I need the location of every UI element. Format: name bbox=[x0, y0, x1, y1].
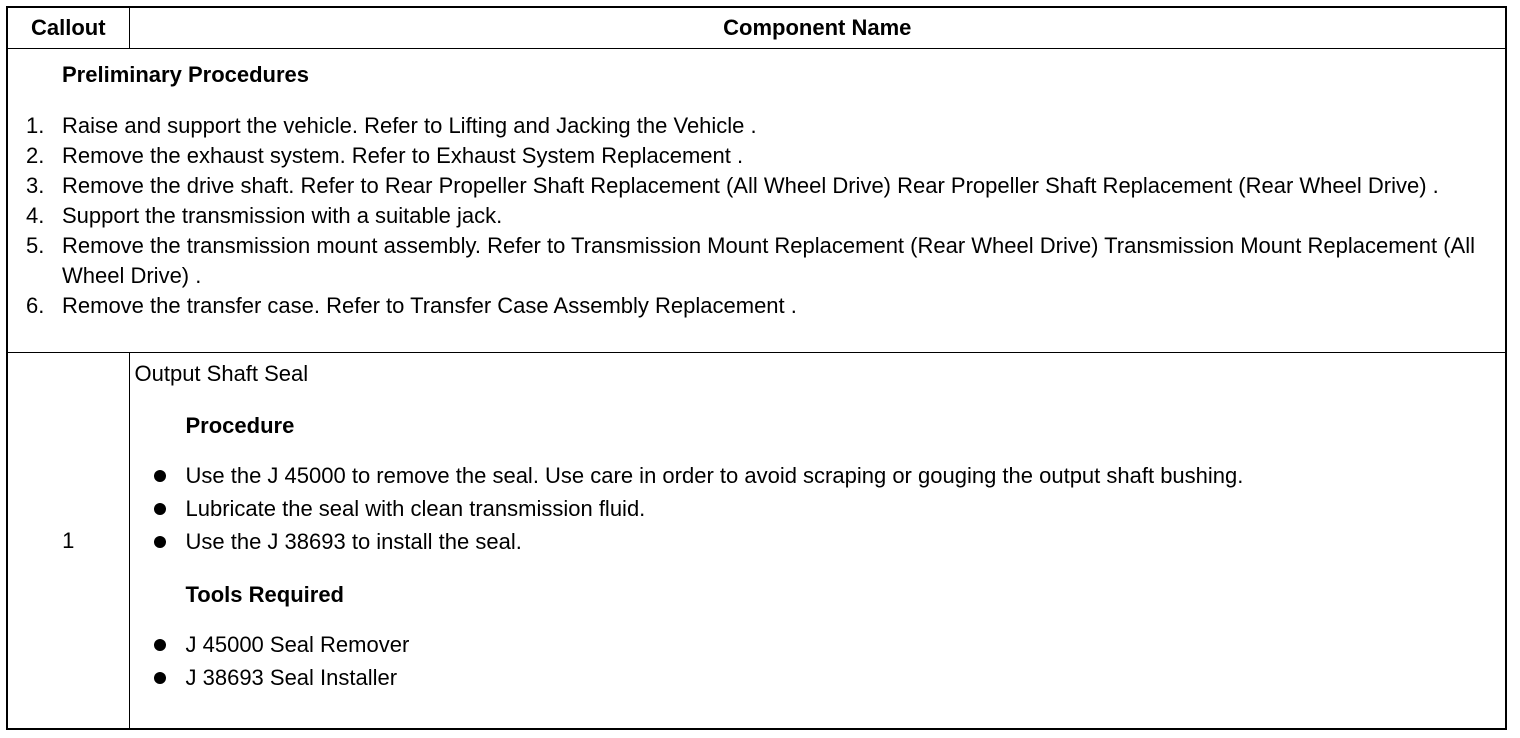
bullet-icon bbox=[130, 628, 186, 661]
step-text: Remove the exhaust system. Refer to Exhaust System Replacement . bbox=[62, 143, 744, 168]
list-item-text: Use the J 45000 to remove the seal. Use care in order to avoid scraping or gouging the output shaft bushing. bbox=[185, 463, 1244, 489]
list-item bbox=[130, 492, 1506, 525]
preliminary-procedures-title: Preliminary Procedures bbox=[62, 62, 310, 87]
step-item bbox=[8, 141, 1505, 171]
table-row bbox=[7, 353, 1506, 729]
step-text: Raise and support the vehicle. Refer to Lifting and Jacking the Vehicle . bbox=[62, 113, 757, 138]
bullet-icon bbox=[130, 492, 186, 525]
step-number: 5. bbox=[26, 233, 45, 258]
list-item bbox=[130, 459, 1506, 492]
step-item bbox=[8, 201, 1505, 231]
step-text: Remove the transmission mount assembly. Refer to Transmission Mount Replacement (Rear Wheel Drive) Transmission Mount Replacement (All Wheel Drive) . bbox=[62, 233, 1476, 288]
step-item bbox=[8, 111, 1505, 141]
tools-list bbox=[130, 628, 1506, 694]
list-item-text: Use the J 38693 to install the seal. bbox=[185, 529, 522, 555]
preliminary-steps-list bbox=[8, 111, 1505, 321]
component-name: Output Shaft Seal bbox=[134, 361, 309, 387]
component-cell bbox=[129, 353, 1506, 729]
step-text: Support the transmission with a suitable jack. bbox=[62, 203, 503, 228]
bullet-icon bbox=[130, 525, 186, 558]
step-number: 1. bbox=[26, 113, 45, 138]
step-number: 2. bbox=[26, 143, 45, 168]
step-item bbox=[8, 231, 1505, 291]
tools-required-title: Tools Required bbox=[185, 582, 344, 608]
step-text: Remove the drive shaft. Refer to Rear Propeller Shaft Replacement (All Wheel Drive) Rear Propeller Shaft Replacement (Rear Wheel Drive) . bbox=[62, 173, 1439, 198]
callout-column-header: Callout bbox=[7, 7, 129, 49]
list-item bbox=[130, 525, 1506, 558]
procedure-title: Procedure bbox=[185, 413, 295, 439]
callout-number: 1 bbox=[7, 353, 129, 729]
preliminary-procedures-row bbox=[7, 49, 1506, 353]
bullet-icon bbox=[130, 459, 186, 492]
step-number: 4. bbox=[26, 203, 45, 228]
component-table bbox=[6, 6, 1507, 730]
component-name-column-header: Component Name bbox=[129, 7, 1506, 49]
preliminary-procedures-cell bbox=[7, 49, 1506, 353]
step-item bbox=[8, 291, 1505, 321]
list-item-text: Lubricate the seal with clean transmission fluid. bbox=[185, 496, 646, 522]
step-text: Remove the transfer case. Refer to Transfer Case Assembly Replacement . bbox=[62, 293, 797, 318]
step-item bbox=[8, 171, 1505, 201]
table-header-row bbox=[7, 7, 1506, 49]
list-item bbox=[130, 628, 1506, 661]
step-number: 3. bbox=[26, 173, 45, 198]
step-number: 6. bbox=[26, 293, 45, 318]
bullet-icon bbox=[130, 661, 186, 694]
list-item bbox=[130, 661, 1506, 694]
list-item-text: J 45000 Seal Remover bbox=[185, 632, 410, 658]
procedure-list bbox=[130, 459, 1506, 558]
list-item-text: J 38693 Seal Installer bbox=[185, 665, 398, 691]
